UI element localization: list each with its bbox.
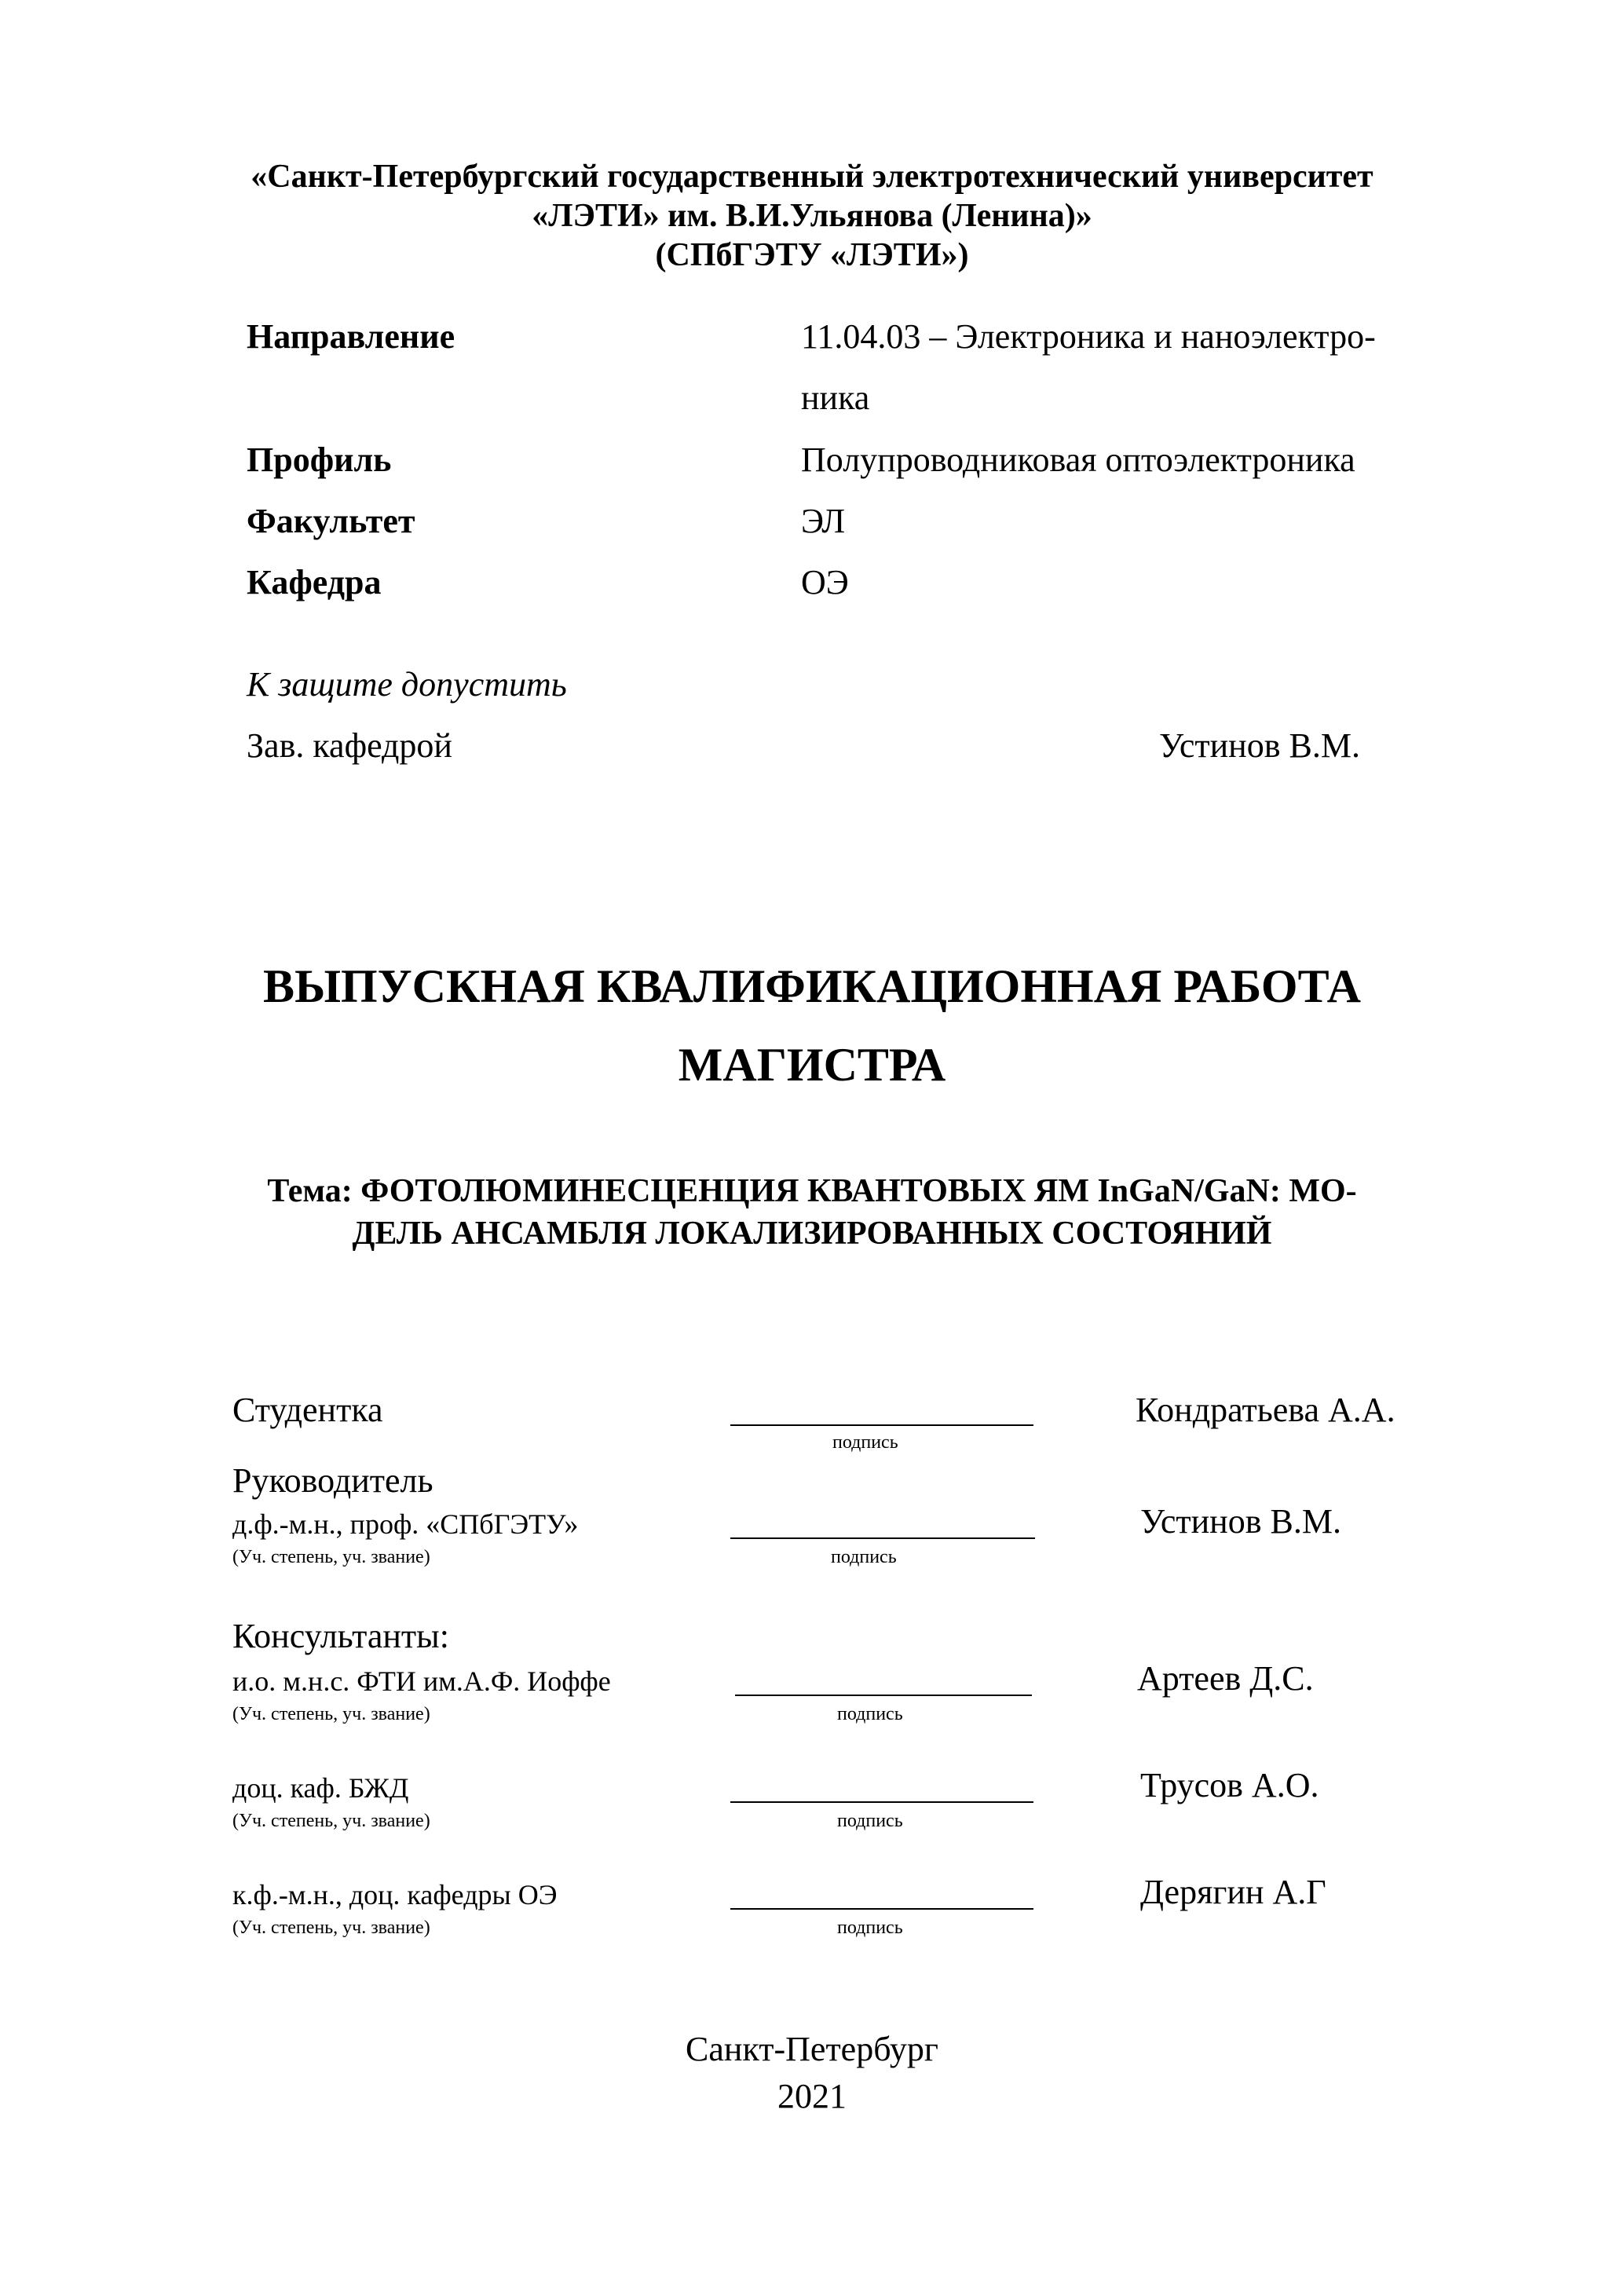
document-title-line2: МАГИСТРА [678, 1039, 946, 1091]
admission-label: К защите допустить [247, 665, 567, 704]
footer-year: 2021 [777, 2077, 847, 2115]
consultant1-rank-caption: (Уч. степень, уч. звание) [232, 1704, 430, 1724]
student-name: Кондратьева А.А. [1136, 1391, 1395, 1429]
direction-value-1: 11.04.03 – Электроника и наноэлектро- [801, 317, 1376, 356]
theme-line2: ДЕЛЬ АНСАМБЛЯ ЛОКАЛИЗИРОВАННЫХ СОСТОЯНИЙ [352, 1216, 1272, 1252]
faculty-value: ЭЛ [801, 502, 846, 540]
supervisor-name: Устинов В.М. [1140, 1502, 1341, 1541]
consultant1-signature-line [735, 1695, 1032, 1696]
department-value: ОЭ [801, 563, 849, 601]
consultant2-signature-caption: подпись [837, 1811, 903, 1831]
student-role: Студентка [232, 1391, 383, 1429]
supervisor-signature-line [730, 1537, 1035, 1539]
supervisor-signature-caption: подпись [831, 1547, 897, 1567]
consultant3-rank-caption: (Уч. степень, уч. звание) [232, 1918, 430, 1938]
department-label: Кафедра [247, 563, 382, 601]
consultant3-signature-line [730, 1908, 1033, 1910]
university-abbr: (СПбГЭТУ «ЛЭТИ») [655, 237, 969, 273]
university-name-line2: «ЛЭТИ» им. В.И.Ульянова (Ленина)» [532, 198, 1092, 234]
profile-label: Профиль [247, 441, 392, 479]
document-title-line1: ВЫПУСКНАЯ КВАЛИФИКАЦИОННАЯ РАБОТА [263, 960, 1361, 1012]
consultant1-rank: и.о. м.н.с. ФТИ им.А.Ф. Иоффе [232, 1665, 611, 1697]
footer-city: Санкт-Петербург [686, 2030, 938, 2068]
consultant3-signature-caption: подпись [837, 1918, 903, 1938]
consultant3-name: Дерягин А.Г [1140, 1873, 1326, 1911]
profile-value: Полупроводниковая оптоэлектроника [801, 441, 1355, 479]
theme-line1: Тема: ФОТОЛЮМИНЕСЦЕНЦИЯ КВАНТОВЫХ ЯМ InGaN/GaN: МО- [267, 1173, 1357, 1209]
consultant2-signature-line [730, 1801, 1033, 1803]
supervisor-rank: д.ф.-м.н., проф. «СПбГЭТУ» [232, 1508, 579, 1540]
consultant1-signature-caption: подпись [837, 1704, 903, 1724]
university-name-line1: «Санкт-Петербургский государственный электротехнический университет [251, 159, 1373, 195]
consultant2-name: Трусов А.О. [1140, 1766, 1319, 1804]
consultant3-rank: к.ф.-м.н., доц. кафедры ОЭ [232, 1879, 558, 1910]
supervisor-rank-caption: (Уч. степень, уч. звание) [232, 1547, 430, 1567]
consultant1-name: Артеев Д.С. [1137, 1659, 1314, 1698]
consultants-label: Консультанты: [232, 1617, 449, 1655]
head-of-department-name: Устинов В.М. [1159, 726, 1360, 765]
faculty-label: Факультет [247, 502, 415, 540]
student-signature-line [730, 1424, 1033, 1426]
direction-label: Направление [247, 317, 455, 356]
head-of-department-label: Зав. кафедрой [247, 726, 452, 765]
consultant2-rank: доц. каф. БЖД [232, 1772, 409, 1804]
supervisor-role: Руководитель [232, 1461, 433, 1500]
direction-value-2: ника [801, 378, 870, 417]
student-signature-caption: подпись [832, 1432, 898, 1453]
consultant2-rank-caption: (Уч. степень, уч. звание) [232, 1811, 430, 1831]
